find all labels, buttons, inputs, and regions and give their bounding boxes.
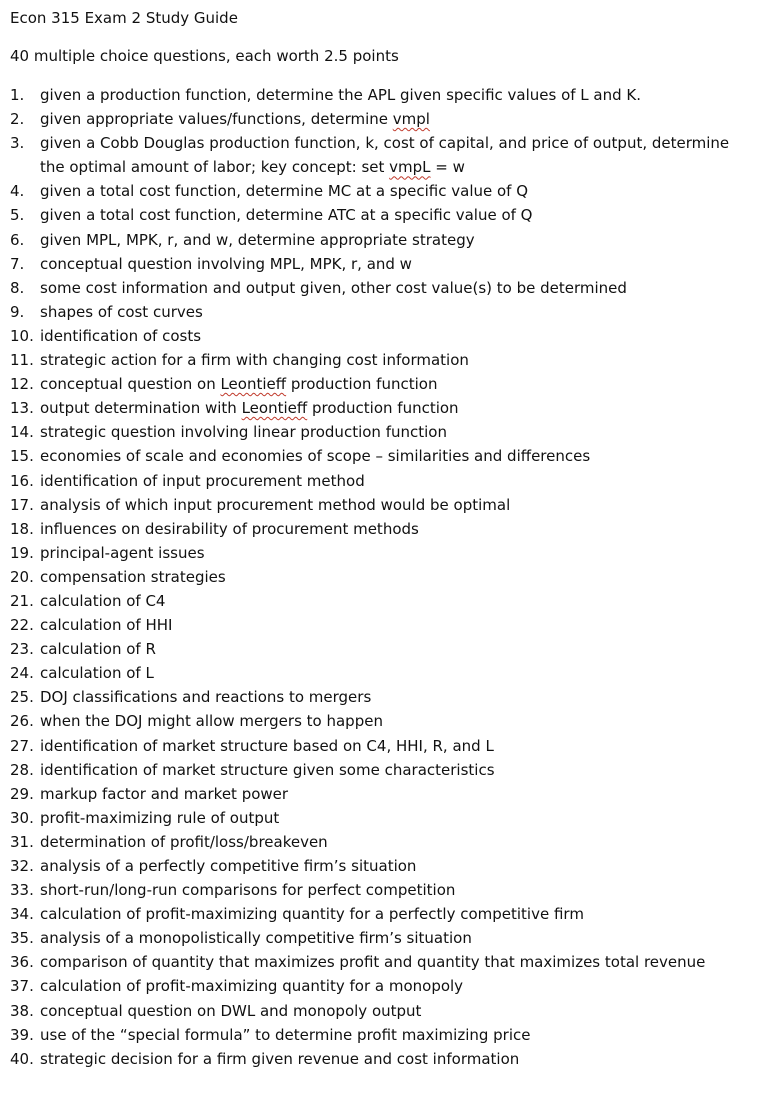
list-item <box>10 565 756 589</box>
list-item-number: 16. <box>10 471 34 490</box>
list-item-text: when the DOJ might allow mergers to happen <box>40 712 383 731</box>
list-item <box>10 974 756 998</box>
list-item <box>10 324 756 348</box>
list-item-text <box>40 107 756 131</box>
document-subtitle: 40 multiple choice questions, each worth 2.5 points <box>10 47 399 65</box>
list-item-text: principal-agent issues <box>40 543 205 562</box>
list-item-number: 24. <box>10 664 34 683</box>
list-item <box>10 203 756 227</box>
list-item-text: DOJ classifications and reactions to mergers <box>40 688 372 707</box>
list-item-text: use of the “special formula” to determine profit maximizing price <box>40 1025 531 1044</box>
list-item-number: 9. <box>10 302 25 321</box>
list-item <box>10 950 756 974</box>
spellcheck-underlined-word: vmpL <box>389 158 431 177</box>
list-item-number: 13. <box>10 399 34 418</box>
list-item-number: 1. <box>10 86 25 104</box>
list-item-number: 8. <box>10 278 25 297</box>
spellcheck-underlined-word: Leontieff <box>220 375 287 394</box>
list-item <box>10 637 756 661</box>
list-item-number: 36. <box>10 953 34 972</box>
list-item-text: analysis of a monopolistically competitive firm’s situation <box>40 929 472 948</box>
list-item-number: 19. <box>10 543 34 562</box>
list-item-text: calculation of HHI <box>40 616 173 635</box>
list-item-number: 30. <box>10 808 34 827</box>
list-item <box>10 589 756 613</box>
list-item <box>10 83 756 107</box>
list-item-text: given a production function, determine the APL given specific values of L and K. <box>40 86 642 104</box>
list-item-text: calculation of profit-maximizing quantity for a perfectly competitive firm <box>40 905 584 924</box>
list-item-number: 23. <box>10 640 34 659</box>
list-item-text: calculation of R <box>40 640 156 659</box>
list-item-text: determination of profit/loss/breakeven <box>40 832 328 851</box>
text-segment: given appropriate values/functions, determine <box>40 110 393 129</box>
list-item-text: influences on desirability of procurement methods <box>40 519 419 538</box>
list-item-number: 31. <box>10 832 34 851</box>
list-item-number: 40. <box>10 1049 34 1068</box>
list-item-text: calculation of profit-maximizing quantity for a monopoly <box>40 977 464 996</box>
list-item-text: analysis of a perfectly competitive firm’s situation <box>40 857 417 875</box>
list-item <box>10 782 756 806</box>
document-title: Econ 315 Exam 2 Study Guide <box>10 9 238 27</box>
list-item <box>10 131 756 179</box>
list-item-text: some cost information and output given, other cost value(s) to be determined <box>40 278 627 297</box>
list-item-text: conceptual question involving MPL, MPK, r, and w <box>40 254 412 273</box>
list-item <box>10 758 756 782</box>
list-item-number: 21. <box>10 591 34 610</box>
list-item-text <box>40 372 756 396</box>
list-item-number: 10. <box>10 326 34 345</box>
list-item-number: 2. <box>10 110 25 129</box>
list-item <box>10 709 756 733</box>
text-segment: = w <box>430 158 465 177</box>
list-item <box>10 806 756 830</box>
list-item-number: 33. <box>10 881 34 900</box>
list-item-number: 35. <box>10 929 34 948</box>
list-item-text: strategic action for a firm with changing cost information <box>40 351 469 370</box>
list-item-text: markup factor and market power <box>40 784 289 803</box>
list-item-text: given MPL, MPK, r, and w, determine appropriate strategy <box>40 230 475 249</box>
study-guide-list <box>10 83 756 1071</box>
list-item <box>10 420 756 444</box>
list-item-text: identification of market structure based on C4, HHI, R, and L <box>40 736 494 755</box>
list-item-number: 32. <box>10 857 34 875</box>
list-item <box>10 444 756 468</box>
list-item-text: short-run/long-run comparisons for perfect competition <box>40 881 456 900</box>
list-item-text <box>40 131 756 179</box>
text-segment: production function <box>286 375 438 394</box>
list-item <box>10 493 756 517</box>
text-segment: output determination with <box>40 399 242 418</box>
list-item-number: 11. <box>10 351 34 370</box>
list-item <box>10 830 756 854</box>
list-item <box>10 276 756 300</box>
list-item-text: conceptual question on DWL and monopoly output <box>40 1001 422 1020</box>
list-item-text <box>40 396 756 420</box>
list-item <box>10 517 756 541</box>
list-item-text: analysis of which input procurement method would be optimal <box>40 495 511 514</box>
list-item <box>10 999 756 1023</box>
list-item-number: 15. <box>10 447 34 466</box>
text-segment: conceptual question on <box>40 375 221 394</box>
list-item-text: compensation strategies <box>40 567 226 586</box>
list-item-number: 17. <box>10 495 34 514</box>
list-item-number: 34. <box>10 905 34 924</box>
list-item <box>10 685 756 709</box>
list-item-number: 4. <box>10 182 25 201</box>
list-item-number: 38. <box>10 1001 34 1020</box>
list-item <box>10 1047 756 1071</box>
list-item-text: calculation of C4 <box>40 591 166 610</box>
list-item-text: economies of scale and economies of scope – similarities and differences <box>40 447 591 466</box>
list-item-number: 12. <box>10 375 34 394</box>
list-item-text: profit-maximizing rule of output <box>40 808 280 827</box>
list-item-text: shapes of cost curves <box>40 302 203 321</box>
list-item <box>10 348 756 372</box>
list-item-text: identification of market structure given some characteristics <box>40 760 495 779</box>
list-item-number: 29. <box>10 784 34 803</box>
list-item <box>10 107 756 131</box>
list-item-number: 3. <box>10 134 25 153</box>
list-item <box>10 1023 756 1047</box>
list-item <box>10 372 756 396</box>
list-item-number: 39. <box>10 1025 34 1044</box>
list-item-number: 27. <box>10 736 34 755</box>
list-item-text: given a total cost function, determine ATC at a specific value of Q <box>40 206 533 225</box>
list-item-number: 22. <box>10 616 34 635</box>
text-segment: given a Cobb Douglas production function, k, cost of capital, and price of output, determine the optimal amount of labor; key concept: set <box>40 134 730 177</box>
list-item <box>10 228 756 252</box>
list-item <box>10 878 756 902</box>
list-item-number: 5. <box>10 206 25 225</box>
list-item <box>10 541 756 565</box>
list-item-text: strategic decision for a firm given revenue and cost information <box>40 1049 520 1068</box>
list-item-text: comparison of quantity that maximizes profit and quantity that maximizes total revenue <box>40 953 706 972</box>
list-item-number: 26. <box>10 712 34 731</box>
list-item <box>10 854 756 878</box>
spellcheck-underlined-word: vmpl <box>392 110 430 129</box>
list-item <box>10 734 756 758</box>
list-item <box>10 926 756 950</box>
list-item-number: 25. <box>10 688 34 707</box>
list-item-number: 18. <box>10 519 34 538</box>
list-item-text: identification of input procurement method <box>40 471 365 490</box>
list-item <box>10 661 756 685</box>
list-item-text: identification of costs <box>40 326 202 345</box>
list-item <box>10 902 756 926</box>
spellcheck-underlined-word: Leontieff <box>241 399 308 418</box>
list-item-text: given a total cost function, determine MC at a specific value of Q <box>40 182 529 201</box>
list-item-number: 37. <box>10 977 34 996</box>
list-item-text: strategic question involving linear production function <box>40 423 447 442</box>
list-item-number: 20. <box>10 567 34 586</box>
list-item <box>10 469 756 493</box>
list-item <box>10 252 756 276</box>
list-item-number: 28. <box>10 760 34 779</box>
list-item-text: calculation of L <box>40 664 154 683</box>
list-item-number: 7. <box>10 254 25 273</box>
list-item <box>10 396 756 420</box>
list-item <box>10 179 756 203</box>
list-item-number: 14. <box>10 423 34 442</box>
list-item <box>10 300 756 324</box>
list-item <box>10 613 756 637</box>
text-segment: production function <box>307 399 459 418</box>
list-item-number: 6. <box>10 230 25 249</box>
